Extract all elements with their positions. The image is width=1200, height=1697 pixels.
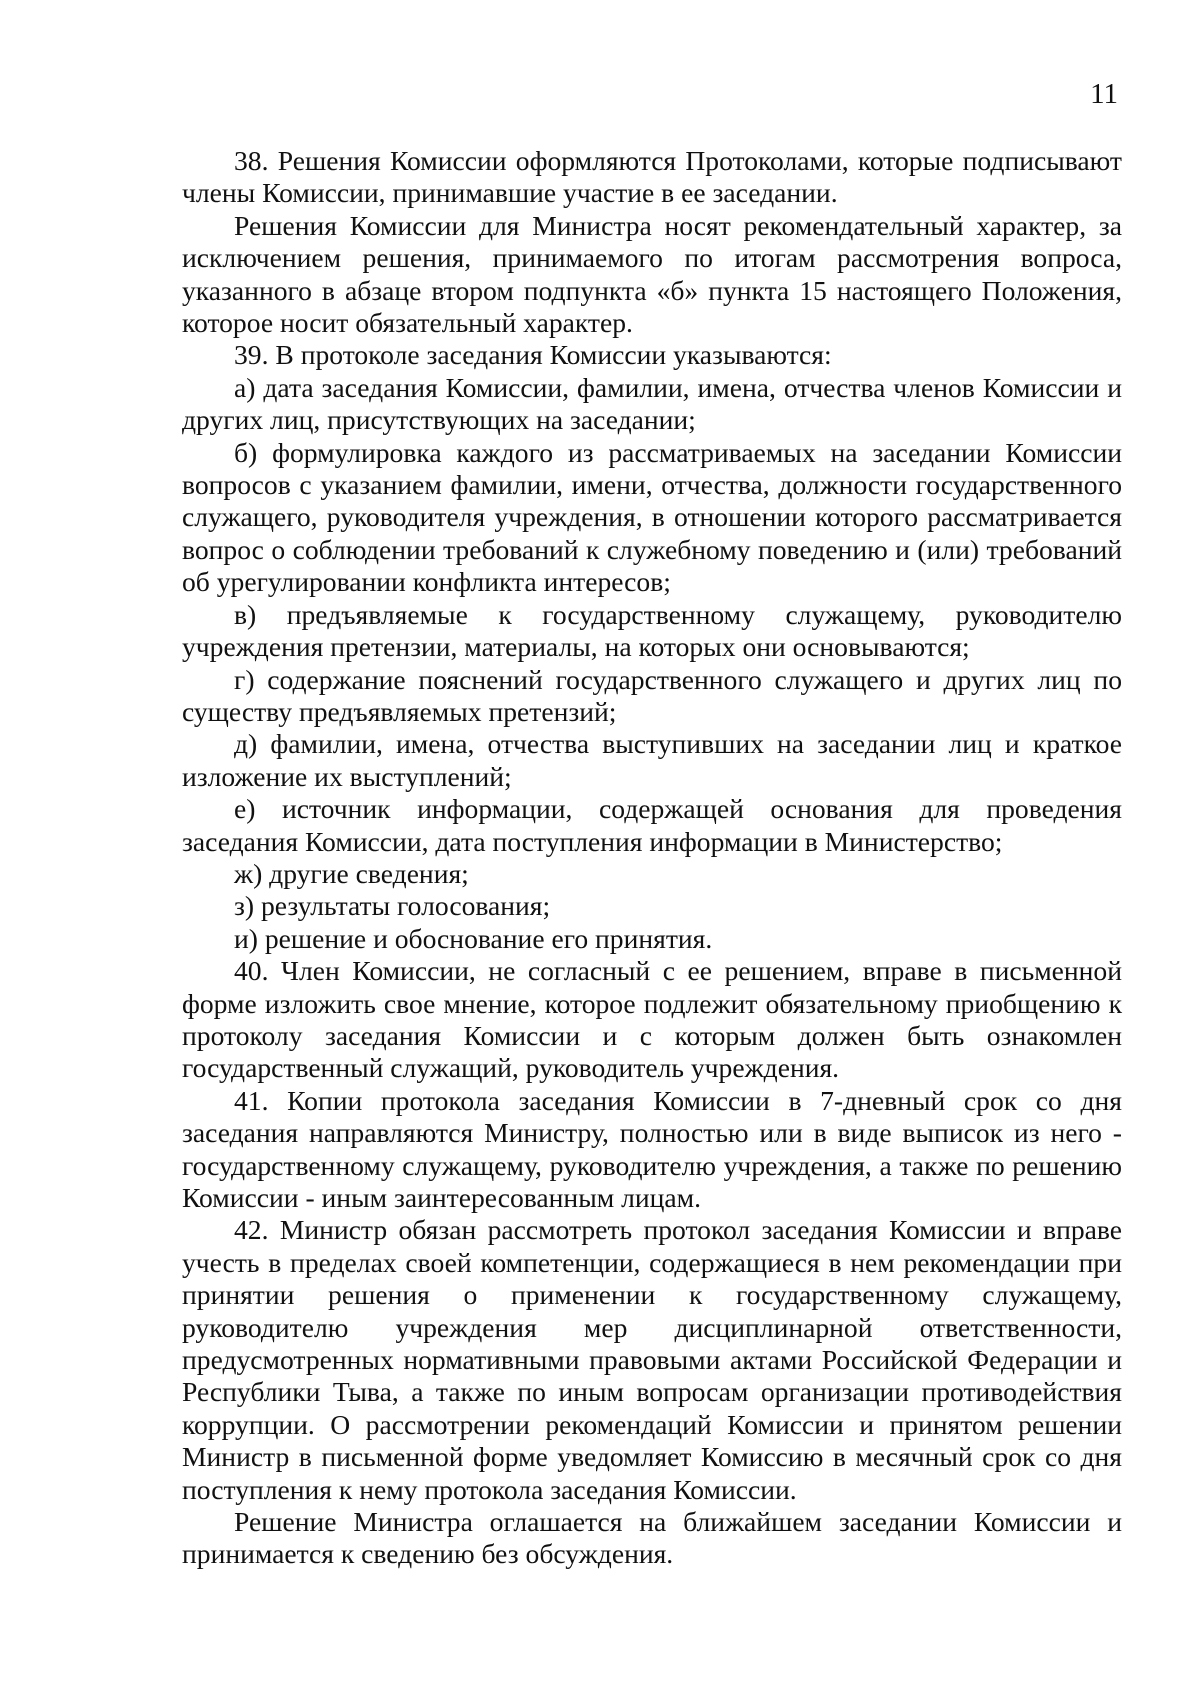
paragraph-minister-decision: Решение Министра оглашается на ближайшем заседании Комиссии и принимается к сведению без обсуждения.: [182, 1506, 1122, 1570]
document-body: [182, 145, 1122, 1571]
list-item-i: и) решение и обоснование его принятия.: [234, 922, 713, 954]
list-item-b: б) формулировка каждого из рассматриваемых на заседании Комиссии вопросов с указанием фамилии, имени, отчества, должности государственного служащего, руководителя учреждения, в отношении которого рассматривается вопрос о соблюдении требований к служебному поведению и (или) требований об урегулировании конфликта интересов;: [182, 436, 1122, 598]
paragraph-38-recommendation: Решения Комиссии для Министра носят рекомендательный характер, за исключением решения, принимаемого по итогам рассмотрения вопроса, указанного в абзаце втором подпункта «б» пункта 15 настоящего Положения, которое носит обязательный характер.: [182, 209, 1122, 339]
paragraph-39: 39. В протоколе заседания Комиссии указываются:: [234, 339, 832, 371]
paragraph-41: 41. Копии протокола заседания Комиссии в 7-дневный срок со дня заседания направляются Министру, полностью или в виде выписок из него - государственному служащему, руководителю учреждения, а также по решению Комиссии - иным заинтересованным лицам.: [182, 1084, 1122, 1213]
page-number: 11: [1090, 78, 1118, 110]
paragraph-40: 40. Член Комиссии, не согласный с ее решением, вправе в письменной форме изложить свое мнение, которое подлежит обязательному приобщению к протоколу заседания Комиссии и с которым должен быть ознакомлен государственный служащий, руководитель учреждения.: [182, 955, 1122, 1084]
list-item-a: а) дата заседания Комиссии, фамилии, имена, отчества членов Комиссии и других лиц, присутствующих на заседании;: [182, 371, 1122, 436]
list-item-e: е) источник информации, содержащей основания для проведения заседания Комиссии, дата поступления информации в Министерство;: [182, 793, 1122, 857]
list-item-v: в) предъявляемые к государственному служащему, руководителю учреждения претензии, материалы, на которых они основываются;: [182, 598, 1122, 663]
list-item-z: з) результаты голосования;: [234, 890, 551, 922]
list-item-zh: ж) другие сведения;: [234, 857, 469, 889]
paragraph-38: 38. Решения Комиссии оформляются Протоколами, которые подписывают члены Комиссии, принимавшие участие в ее заседании.: [182, 145, 1122, 209]
list-item-d: д) фамилии, имена, отчества выступивших на заседании лиц и краткое изложение их выступлений;: [182, 728, 1122, 792]
paragraph-42: 42. Министр обязан рассмотреть протокол заседания Комиссии и вправе учесть в пределах своей компетенции, содержащиеся в нем рекомендации при принятии решения о применении к государственному служащему, руководителю учреждения мер дисциплинарной ответственности, предусмотренных нормативными правовыми актами Российской Федерации и Республики Тыва, а также по иным вопросам организации противодействия коррупции. О рассмотрении рекомендаций Комиссии и принятом решении Министр в письменной форме уведомляет Комиссию в месячный срок со дня поступления к нему протокола заседания Комиссии.: [182, 1214, 1122, 1505]
list-item-g: г) содержание пояснений государственного служащего и других лиц по существу предъявляемых претензий;: [182, 663, 1122, 727]
